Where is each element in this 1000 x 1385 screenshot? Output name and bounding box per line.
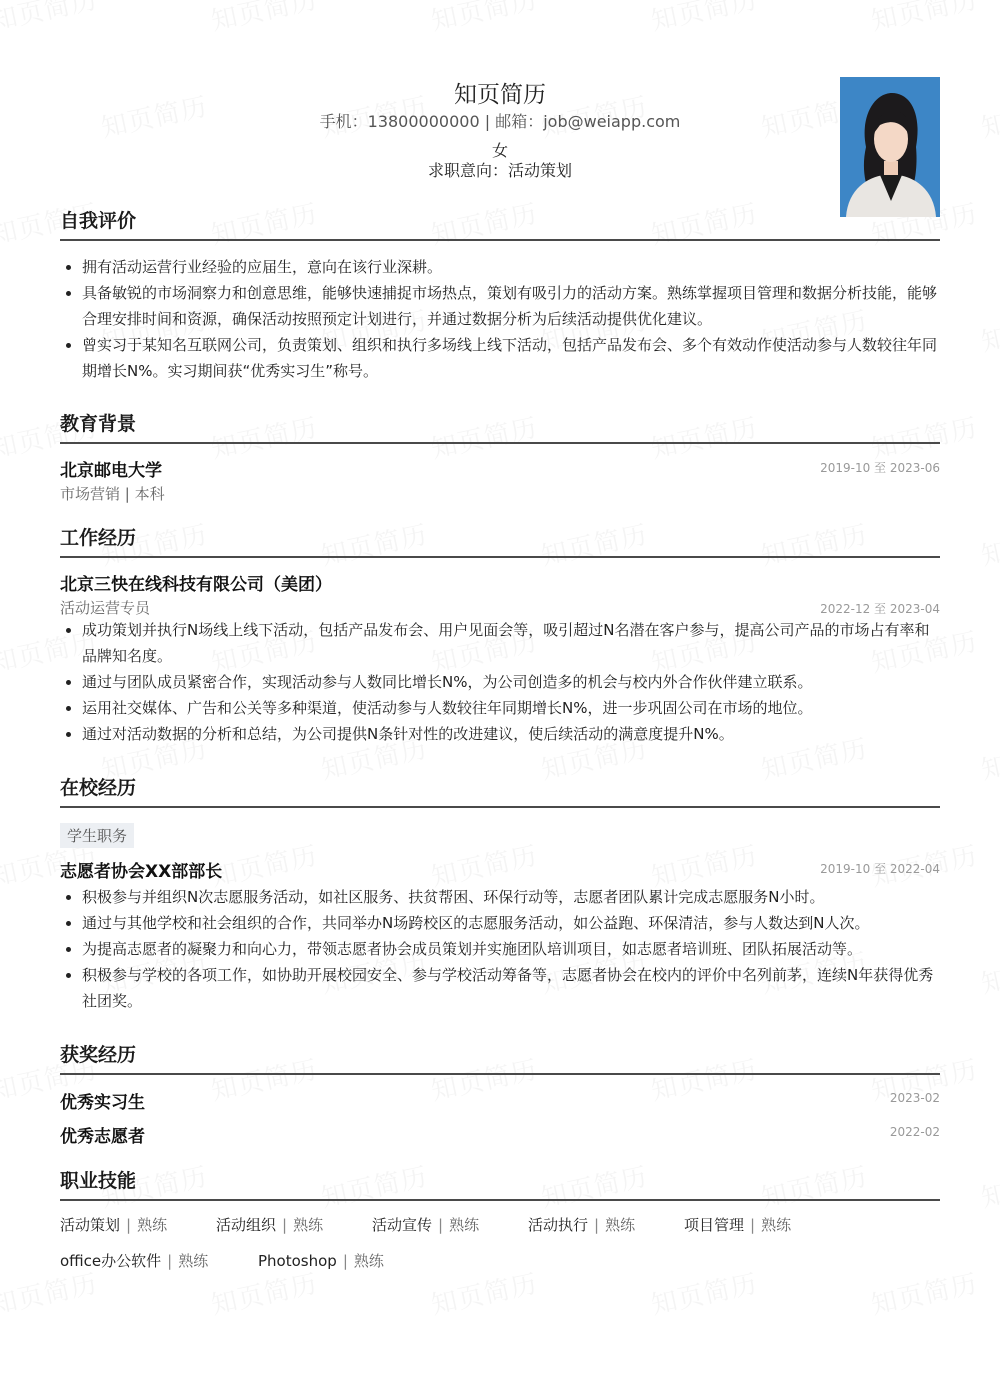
list-item: 积极参与学校的各项工作，如协助开展校园安全、参与学校活动筹备等，志愿者协会在校内的评价中名列前茅，连续N年获得优秀社团奖。 bbox=[60, 962, 940, 1014]
skill-level: 熟练 bbox=[178, 1252, 209, 1270]
skill-item bbox=[684, 1214, 791, 1235]
section-campus bbox=[60, 773, 940, 808]
contact-divider: | bbox=[484, 112, 491, 131]
list-item: 运用社交媒体、广告和公关等多种渠道，使活动参与人数较往年同期增长N%，进一步巩固公司在市场的地位。 bbox=[60, 695, 940, 721]
section-title: 获奖经历 bbox=[60, 1044, 137, 1066]
award-date: 2023-02 bbox=[889, 1091, 940, 1105]
skill-name: office办公软件 bbox=[60, 1252, 162, 1270]
section-title: 工作经历 bbox=[60, 527, 137, 549]
skill-separator: | bbox=[126, 1216, 132, 1234]
section-title: 自我评价 bbox=[60, 210, 137, 232]
major-degree: 市场营销 | 本科 bbox=[60, 485, 165, 503]
skill-item bbox=[60, 1250, 208, 1271]
section-work bbox=[60, 523, 940, 558]
gender: 女 bbox=[491, 141, 508, 160]
skill-name: 活动组织 bbox=[216, 1216, 277, 1234]
skill-item bbox=[60, 1214, 167, 1235]
skill-separator: | bbox=[342, 1252, 348, 1270]
skill-item bbox=[528, 1214, 635, 1235]
phone-number: 13800000000 bbox=[367, 112, 480, 131]
section-skills bbox=[60, 1166, 940, 1201]
education-date: 2019-10 至 2023-06 bbox=[820, 461, 940, 475]
profile-photo bbox=[840, 77, 940, 217]
section-title: 职业技能 bbox=[60, 1170, 137, 1192]
skill-name: 活动宣传 bbox=[372, 1216, 433, 1234]
award-date: 2022-02 bbox=[889, 1125, 940, 1139]
list-item: 通过与其他学校和社会组织的合作，共同举办N场跨校区的志愿服务活动，如公益跑、环保清洁，参与人数达到N人次。 bbox=[60, 910, 940, 936]
list-item: 拥有活动运营行业经验的应届生，意向在该行业深耕。 bbox=[60, 254, 940, 280]
role-tag: 学生职务 bbox=[60, 823, 134, 848]
skill-separator: | bbox=[750, 1216, 756, 1234]
job-role: 活动运营专员 bbox=[60, 599, 151, 617]
email-address: job@weiapp.com bbox=[543, 112, 681, 131]
skill-level: 熟练 bbox=[137, 1216, 168, 1234]
list-item: 通过与团队成员紧密合作，实现活动参与人数同比增长N%，为公司创造多的机会与校内外合作伙伴建立联系。 bbox=[60, 669, 940, 695]
candidate-name: 知页简历 bbox=[454, 82, 546, 108]
section-title: 教育背景 bbox=[60, 413, 137, 435]
section-title: 在校经历 bbox=[60, 777, 137, 799]
list-item: 曾实习于某知名互联网公司，负责策划、组织和执行多场线上线下活动，包括产品发布会、多个有效动作使活动参与人数较往年同期增长N%。实习期间获“优秀实习生”称号。 bbox=[60, 332, 940, 384]
skill-level: 熟练 bbox=[353, 1252, 384, 1270]
work-date: 2022-12 至 2023-04 bbox=[820, 602, 940, 616]
award-name: 优秀志愿者 bbox=[60, 1127, 145, 1147]
skill-item bbox=[216, 1214, 323, 1235]
school-name: 北京邮电大学 bbox=[60, 461, 162, 481]
phone-label: 手机： bbox=[319, 112, 368, 131]
skill-item bbox=[372, 1214, 479, 1235]
self-evaluation-list bbox=[60, 254, 940, 384]
skill-name: 项目管理 bbox=[684, 1216, 745, 1234]
company-name: 北京三快在线科技有限公司（美团） bbox=[60, 575, 332, 595]
skill-name: 活动策划 bbox=[60, 1216, 121, 1234]
list-item: 通过对活动数据的分析和总结，为公司提供N条针对性的改进建议，使后续活动的满意度提升N%。 bbox=[60, 721, 940, 747]
list-item: 成功策划并执行N场线上线下活动，包括产品发布会、用户见面会等，吸引超过N名潜在客户参与，提高公司产品的市场占有率和品牌知名度。 bbox=[60, 617, 940, 669]
skill-separator: | bbox=[438, 1216, 444, 1234]
campus-date: 2019-10 至 2022-04 bbox=[820, 862, 940, 876]
skill-level: 熟练 bbox=[449, 1216, 480, 1234]
list-item: 积极参与并组织N次志愿服务活动，如社区服务、扶贫帮困、环保行动等，志愿者团队累计完成志愿服务N小时。 bbox=[60, 884, 940, 910]
campus-list bbox=[60, 884, 940, 1014]
skill-level: 熟练 bbox=[761, 1216, 792, 1234]
list-item: 具备敏锐的市场洞察力和创意思维，能够快速捕捉市场热点，策划有吸引力的活动方案。熟练掌握项目管理和数据分析技能，能够合理安排时间和资源，确保活动按照预定计划进行，并通过数据分析为后续活动提供优化建议。 bbox=[60, 280, 940, 332]
skill-name: 活动执行 bbox=[528, 1216, 589, 1234]
intent-value: 活动策划 bbox=[508, 161, 573, 180]
skill-name: Photoshop bbox=[258, 1252, 337, 1270]
skill-separator: | bbox=[594, 1216, 600, 1234]
section-awards bbox=[60, 1040, 940, 1075]
intent-label: 求职意向： bbox=[427, 161, 508, 180]
portrait-image bbox=[840, 77, 940, 217]
skill-separator: | bbox=[167, 1252, 173, 1270]
work-list bbox=[60, 617, 940, 747]
skill-separator: | bbox=[282, 1216, 288, 1234]
campus-position: 志愿者协会XX部部长 bbox=[60, 862, 223, 882]
skill-level: 熟练 bbox=[293, 1216, 324, 1234]
email-label: 邮箱： bbox=[495, 112, 544, 131]
skill-item bbox=[258, 1250, 384, 1271]
section-education bbox=[60, 409, 940, 444]
award-name: 优秀实习生 bbox=[60, 1093, 145, 1113]
section-self-evaluation bbox=[60, 206, 940, 241]
skill-level: 熟练 bbox=[605, 1216, 636, 1234]
list-item: 为提高志愿者的凝聚力和向心力，带领志愿者协会成员策划并实施团队培训项目，如志愿者培训班、团队拓展活动等。 bbox=[60, 936, 940, 962]
